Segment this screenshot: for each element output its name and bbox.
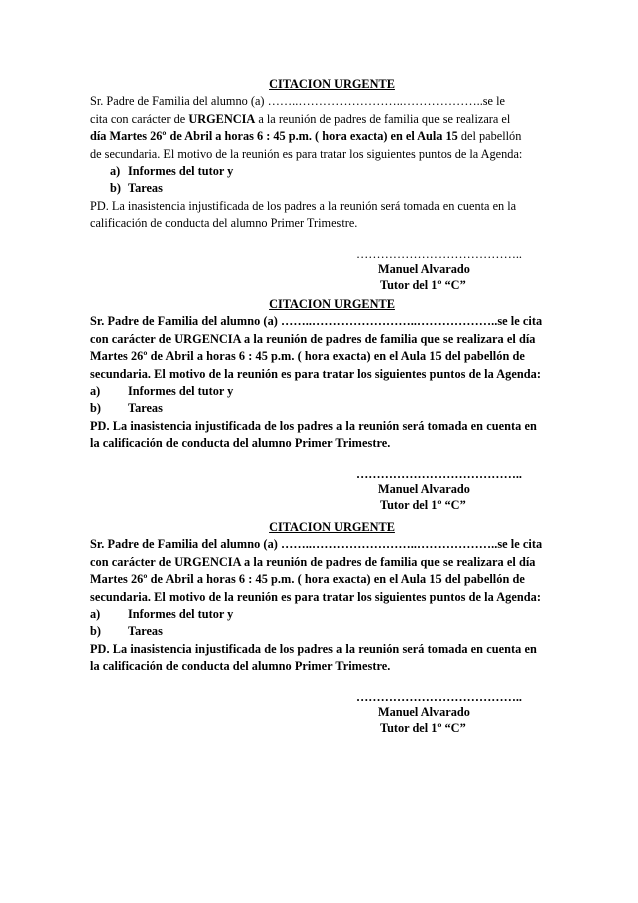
signature-name: Manuel Alvarado bbox=[378, 705, 470, 720]
notice-title: CITACION URGENTE bbox=[269, 520, 395, 534]
agenda-item bbox=[90, 606, 546, 623]
agenda-item-text: Tareas bbox=[128, 181, 163, 196]
agenda-item-label: b) bbox=[90, 401, 101, 416]
notice-body bbox=[90, 93, 546, 163]
signature-role: Tutor del 1º “C” bbox=[380, 277, 466, 292]
agenda-item bbox=[90, 623, 546, 640]
notice-body: Sr. Padre de Familia del alumno (a) ……..……………………..………………..se le cita con carácter de URGENCIA a la reunión de padres de familia que se realizara el día Martes 26º de Abril a horas 6 : 45 p.m. ( hora exacta) en el Aula 15 del pabellón de secundaria. El motivo de la reunión es para tratar los siguientes puntos de la Agenda: bbox=[90, 537, 543, 604]
agenda-list bbox=[90, 606, 546, 641]
notice-3 bbox=[90, 519, 546, 736]
signature-block bbox=[90, 247, 546, 294]
agenda-item-label: a) bbox=[90, 384, 101, 399]
signature-role: Tutor del 1º “C” bbox=[380, 720, 466, 735]
agenda-item bbox=[110, 180, 546, 197]
agenda-item-text: Tareas bbox=[128, 624, 163, 639]
notice-title: CITACION URGENTE bbox=[269, 77, 395, 91]
agenda-list bbox=[90, 383, 546, 418]
agenda-item-text: Informes del tutor y bbox=[128, 164, 234, 179]
body-line-2-post: a la reunión de padres de familia que se realizara el bbox=[255, 111, 511, 126]
signature-line: ………………………………….. bbox=[356, 466, 523, 481]
notice-2 bbox=[90, 296, 546, 513]
signature-name: Manuel Alvarado bbox=[378, 262, 470, 277]
signature-block bbox=[90, 690, 546, 737]
body-line-3-post: del pabellón bbox=[457, 129, 522, 144]
agenda-item-label: b) bbox=[110, 181, 121, 196]
signature-name: Manuel Alvarado bbox=[378, 482, 470, 497]
agenda-item-label: a) bbox=[90, 607, 101, 622]
agenda-list bbox=[90, 163, 546, 198]
agenda-item-label: a) bbox=[110, 164, 121, 179]
signature-line: ………………………………….. bbox=[356, 689, 523, 704]
notice-1 bbox=[90, 76, 546, 293]
agenda-item bbox=[90, 400, 546, 417]
notice-body: Sr. Padre de Familia del alumno (a) ……..……………………..………………..se le cita con carácter de URGENCIA a la reunión de padres de familia que se realizara el día Martes 26º de Abril a horas 6 : 45 p.m. ( hora exacta) en el Aula 15 del pabellón de secundaria. El motivo de la reunión es para tratar los siguientes puntos de la Agenda: bbox=[90, 314, 543, 381]
agenda-item-label: b) bbox=[90, 624, 101, 639]
pd-note: PD. La inasistencia injustificada de los padres a la reunión será tomada en cuenta en la calificación de conducta del alumno Primer Trimestre. bbox=[90, 198, 517, 231]
signature-role: Tutor del 1º “C” bbox=[380, 497, 466, 512]
pd-note: PD. La inasistencia injustificada de los padres a la reunión será tomada en cuenta en la calificación de conducta del alumno Primer Trimestre. bbox=[90, 418, 537, 451]
body-line-4: de secundaria. El motivo de la reunión es para tratar los siguientes puntos de la Agenda: bbox=[90, 146, 523, 161]
body-line-1: Sr. Padre de Familia del alumno (a) ……..……………………..………………..se le bbox=[90, 94, 505, 109]
notice-title: CITACION URGENTE bbox=[269, 297, 395, 311]
agenda-item-text: Informes del tutor y bbox=[128, 607, 234, 622]
body-line-2-pre: cita con carácter de bbox=[90, 111, 189, 126]
agenda-item-text: Tareas bbox=[128, 401, 163, 416]
signature-line: ………………………………….. bbox=[356, 246, 523, 261]
agenda-item bbox=[110, 163, 546, 180]
meeting-date-text: día Martes 26º de Abril a horas 6 : 45 p.m. ( hora exacta) en el Aula 15 bbox=[90, 129, 458, 144]
signature-block bbox=[90, 467, 546, 514]
pd-note: PD. La inasistencia injustificada de los padres a la reunión será tomada en cuenta en la calificación de conducta del alumno Primer Trimestre. bbox=[90, 641, 537, 674]
agenda-item bbox=[90, 383, 546, 400]
urgencia-text: URGENCIA bbox=[188, 111, 256, 126]
agenda-item-text: Informes del tutor y bbox=[128, 384, 234, 399]
